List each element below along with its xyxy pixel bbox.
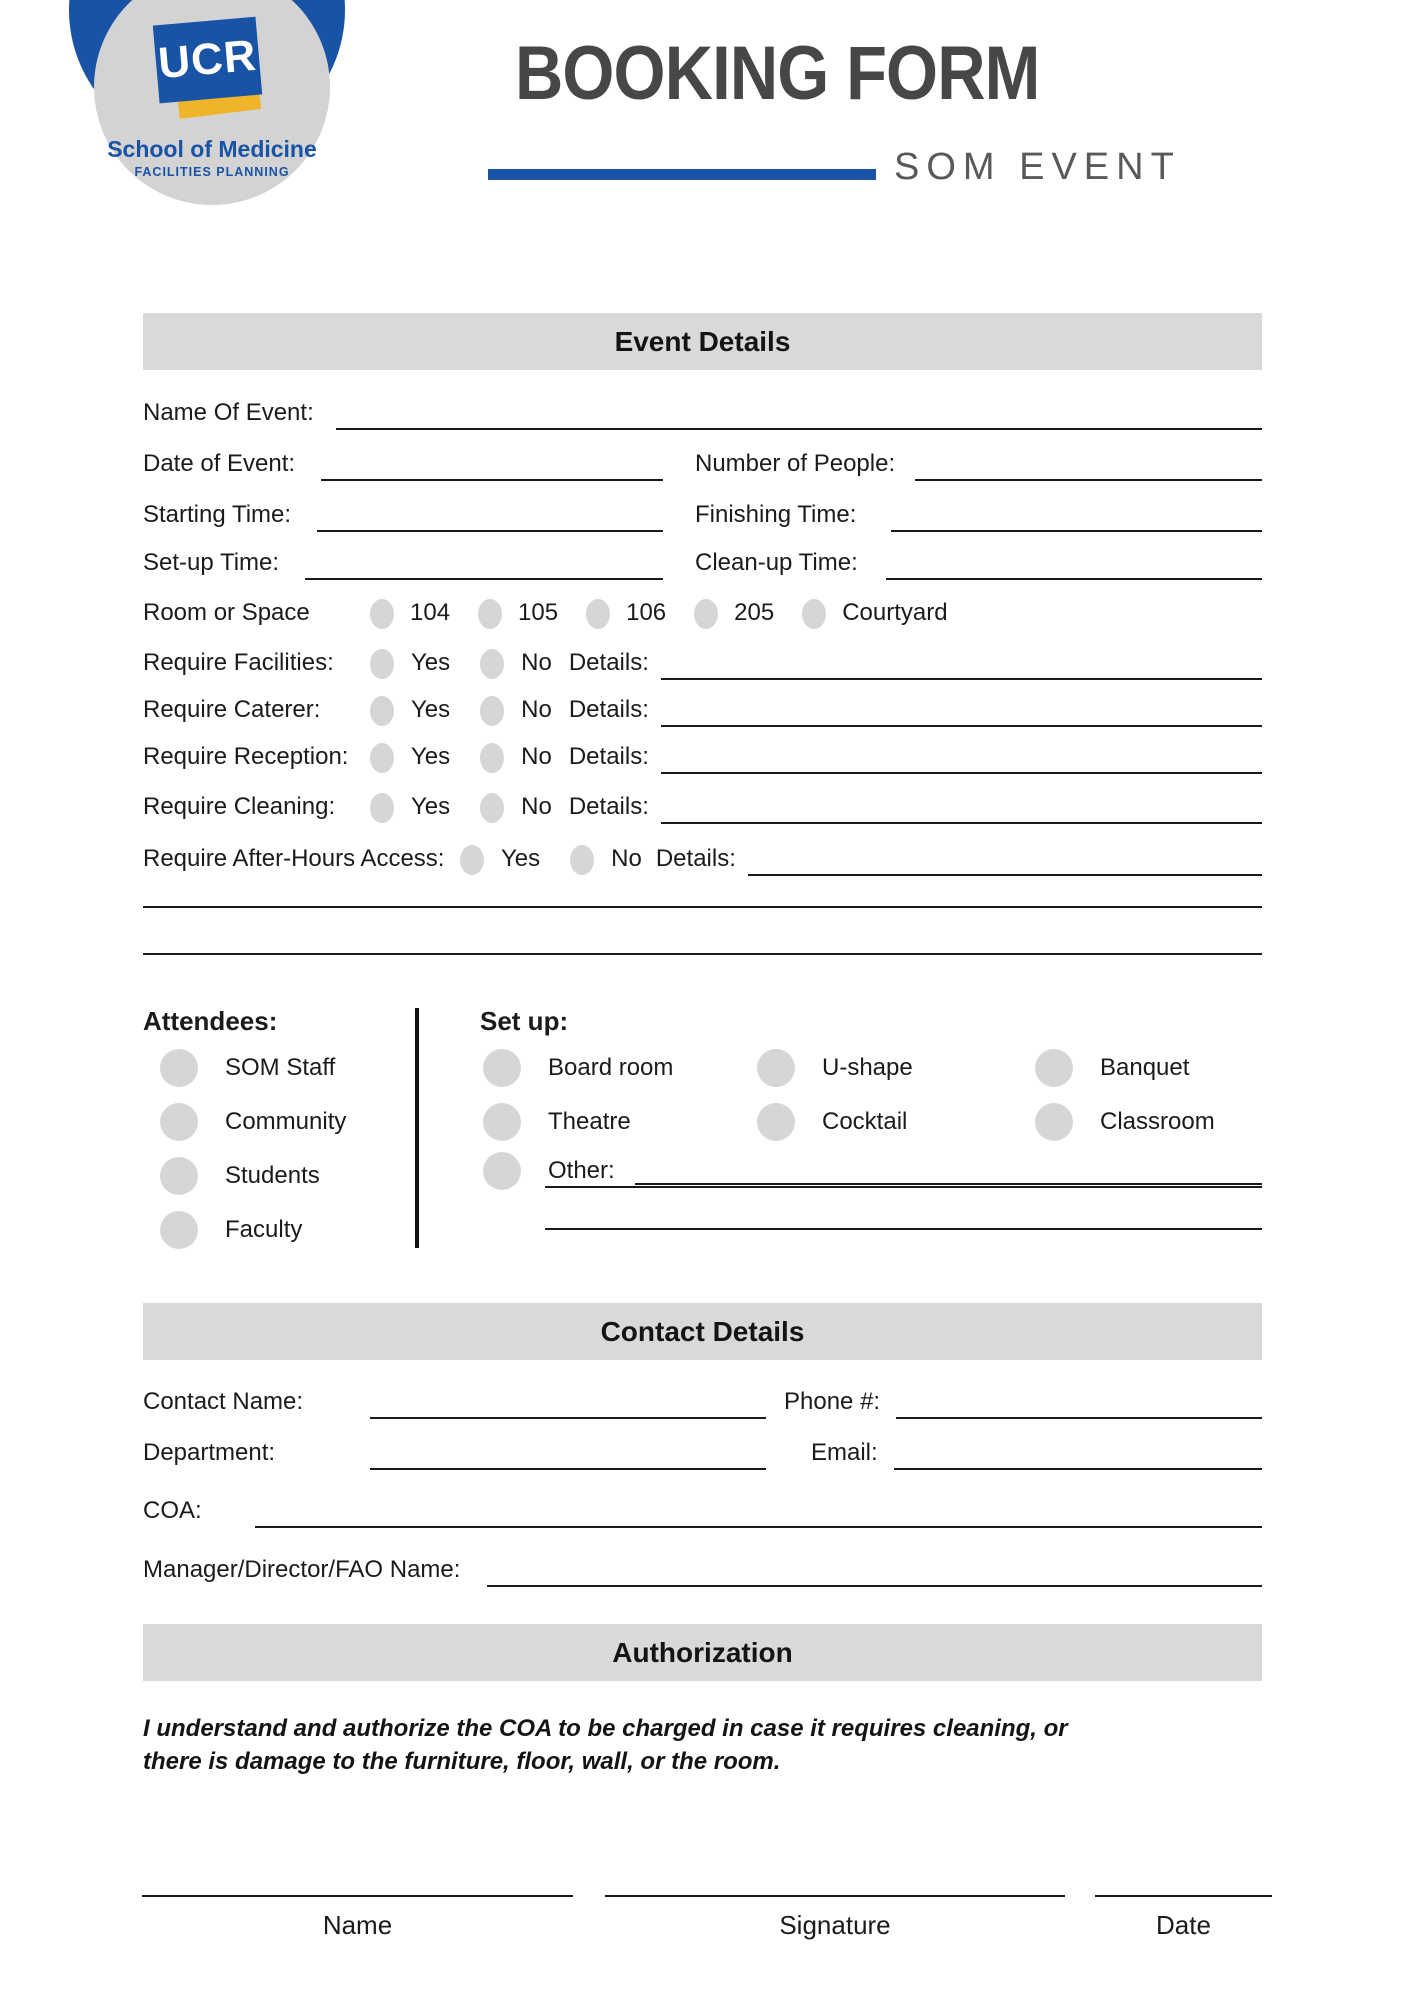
contact-name-label: Contact Name: — [143, 1388, 304, 1415]
room-courtyard-radio[interactable] — [802, 599, 826, 629]
setup-theatre-radio[interactable] — [483, 1103, 521, 1141]
signature-name-label: Name — [322, 1910, 393, 1940]
setup-theatre — [483, 1101, 631, 1143]
row-start-finish — [143, 498, 1262, 532]
details-overflow-line-2[interactable] — [143, 953, 1262, 955]
row-department-email — [143, 1436, 1262, 1470]
signature-date-label: Date — [1156, 1910, 1211, 1940]
require-facilities-yes-radio[interactable] — [370, 649, 394, 679]
room-205-label: 205 — [734, 599, 775, 626]
room-courtyard-label: Courtyard — [842, 599, 948, 626]
require-cleaning-yes-radio[interactable] — [370, 793, 394, 823]
attendee-students — [160, 1155, 320, 1197]
setup-heading: Set up: — [480, 1006, 569, 1036]
yes-label: Yes — [411, 743, 451, 770]
require-after-hours-no-radio[interactable] — [570, 845, 594, 875]
department-label: Department: — [143, 1439, 276, 1466]
details-label: Details: — [568, 649, 649, 676]
setup-cocktail-radio[interactable] — [757, 1103, 795, 1141]
require-facilities-label: Require Facilities: — [143, 649, 334, 676]
no-label: No — [521, 649, 552, 676]
department-field[interactable] — [370, 1436, 766, 1470]
require-caterer-label: Require Caterer: — [143, 696, 321, 723]
email-field[interactable] — [894, 1436, 1262, 1470]
room-or-space-label: Room or Space — [143, 599, 310, 626]
setup-u-shape-radio[interactable] — [757, 1049, 795, 1087]
setup-banquet-radio[interactable] — [1035, 1049, 1073, 1087]
page-subtitle: SOM EVENT — [894, 146, 1181, 188]
row-name-of-event — [143, 396, 1262, 430]
no-label: No — [521, 793, 552, 820]
attendee-community-label: Community — [225, 1108, 347, 1135]
details-label: Details: — [568, 743, 649, 770]
signature-signature-label: Signature — [779, 1910, 891, 1940]
signature-signature-line[interactable] — [605, 1895, 1065, 1897]
logo-school-name: School of Medicine — [107, 136, 317, 162]
ucr-logo — [153, 17, 262, 104]
name-of-event-label: Name Of Event: — [143, 399, 314, 426]
phone-field[interactable] — [896, 1385, 1262, 1419]
setup-other-extra-line-2[interactable] — [545, 1228, 1262, 1230]
setup-cocktail-label: Cocktail — [822, 1108, 908, 1135]
phone-label: Phone #: — [784, 1388, 881, 1415]
attendee-faculty-radio[interactable] — [160, 1211, 198, 1249]
section-header-event-details: Event Details — [143, 313, 1262, 370]
date-of-event-field[interactable] — [321, 447, 663, 481]
manager-label: Manager/Director/FAO Name: — [143, 1556, 461, 1583]
authorization-statement: I understand and authorize the COA to be charged in case it requires cleaning, or there is damage to the furniture, floor, wall, or the room. — [143, 1715, 1068, 1775]
logo-division-name: FACILITIES PLANNING — [134, 165, 290, 179]
setup-cocktail — [757, 1101, 907, 1143]
email-label: Email: — [811, 1439, 878, 1466]
attendees-setup-divider — [415, 1008, 419, 1248]
finishing-time-field[interactable] — [891, 498, 1262, 532]
room-104-label: 104 — [410, 599, 451, 626]
require-after-hours-label: Require After-Hours Access: — [143, 845, 445, 872]
setup-banquet-label: Banquet — [1100, 1054, 1190, 1081]
require-reception-no-radio[interactable] — [480, 743, 504, 773]
yes-label: Yes — [411, 793, 451, 820]
coa-field[interactable] — [255, 1494, 1262, 1528]
finishing-time-label: Finishing Time: — [695, 501, 857, 528]
contact-name-field[interactable] — [370, 1385, 766, 1419]
setup-other-label: Other: — [548, 1157, 615, 1184]
row-contact-name-phone — [143, 1385, 1262, 1419]
require-reception-yes-radio[interactable] — [370, 743, 394, 773]
row-require-reception — [143, 740, 1262, 774]
require-caterer-yes-radio[interactable] — [370, 696, 394, 726]
number-of-people-label: Number of People: — [695, 450, 896, 477]
attendees-heading: Attendees: — [143, 1006, 278, 1036]
require-after-hours-details-field[interactable] — [748, 842, 1262, 876]
ucr-acronym: UCR — [156, 30, 259, 89]
attendee-students-label: Students — [225, 1162, 320, 1189]
require-caterer-details-field[interactable] — [661, 693, 1262, 727]
row-require-caterer — [143, 693, 1262, 727]
attendee-faculty — [160, 1209, 302, 1251]
setup-u-shape — [757, 1047, 913, 1089]
setup-board-room — [483, 1047, 673, 1089]
setup-time-label: Set-up Time: — [143, 549, 280, 576]
row-setup-cleanup — [143, 546, 1262, 580]
setup-other-radio[interactable] — [483, 1152, 521, 1190]
signature-date-line[interactable] — [1095, 1895, 1272, 1897]
setup-board-room-label: Board room — [548, 1054, 674, 1081]
number-of-people-field[interactable] — [915, 447, 1262, 481]
no-label: No — [521, 696, 552, 723]
require-cleaning-label: Require Cleaning: — [143, 793, 336, 820]
setup-time-field[interactable] — [305, 546, 663, 580]
room-105-radio[interactable] — [478, 599, 502, 629]
section-header-authorization: Authorization — [143, 1624, 1262, 1681]
starting-time-label: Starting Time: — [143, 501, 292, 528]
room-106-radio[interactable] — [586, 599, 610, 629]
attendee-som-staff — [160, 1047, 335, 1089]
require-after-hours-yes-radio[interactable] — [460, 845, 484, 875]
coa-label: COA: — [143, 1497, 202, 1524]
signature-name-line[interactable] — [142, 1895, 573, 1897]
setup-banquet — [1035, 1047, 1189, 1089]
attendee-community-radio[interactable] — [160, 1103, 198, 1141]
setup-classroom-radio[interactable] — [1035, 1103, 1073, 1141]
no-label: No — [611, 845, 642, 872]
attendee-som-staff-radio[interactable] — [160, 1049, 198, 1087]
room-205-radio[interactable] — [694, 599, 718, 629]
setup-classroom — [1035, 1101, 1215, 1143]
attendee-faculty-label: Faculty — [225, 1216, 303, 1243]
setup-board-room-radio[interactable] — [483, 1049, 521, 1087]
setup-u-shape-label: U-shape — [822, 1054, 913, 1081]
room-104-radio[interactable] — [370, 599, 394, 629]
date-of-event-label: Date of Event: — [143, 450, 296, 477]
yes-label: Yes — [411, 696, 451, 723]
require-facilities-no-radio[interactable] — [480, 649, 504, 679]
details-label: Details: — [655, 845, 736, 872]
row-manager-name — [143, 1553, 1262, 1587]
require-facilities-details-field[interactable] — [661, 646, 1262, 680]
attendee-community — [160, 1101, 346, 1143]
attendee-students-radio[interactable] — [160, 1157, 198, 1195]
title-divider-bar — [488, 169, 876, 180]
require-cleaning-details-field[interactable] — [661, 790, 1262, 824]
setup-other-field[interactable] — [635, 1157, 1262, 1185]
require-reception-details-field[interactable] — [661, 740, 1262, 774]
details-label: Details: — [568, 793, 649, 820]
setup-theatre-label: Theatre — [548, 1108, 631, 1135]
setup-other-extra-line-1[interactable] — [545, 1186, 1262, 1188]
room-106-label: 106 — [626, 599, 667, 626]
room-105-label: 105 — [518, 599, 559, 626]
yes-label: Yes — [411, 649, 451, 676]
row-date-people — [143, 447, 1262, 481]
yes-label: Yes — [501, 845, 541, 872]
row-coa — [143, 1494, 1262, 1528]
page-title: BOOKING FORM — [515, 31, 1040, 116]
setup-classroom-label: Classroom — [1100, 1108, 1215, 1135]
row-require-after-hours — [143, 842, 1262, 876]
cleanup-time-label: Clean-up Time: — [695, 549, 858, 576]
require-caterer-no-radio[interactable] — [480, 696, 504, 726]
manager-field[interactable] — [487, 1553, 1262, 1587]
row-room-or-space — [143, 594, 1262, 630]
require-cleaning-no-radio[interactable] — [480, 793, 504, 823]
no-label: No — [521, 743, 552, 770]
details-label: Details: — [568, 696, 649, 723]
require-reception-label: Require Reception: — [143, 743, 349, 770]
details-overflow-line-1[interactable] — [143, 906, 1262, 908]
cleanup-time-field[interactable] — [886, 546, 1262, 580]
row-require-cleaning — [143, 790, 1262, 824]
section-header-contact-details: Contact Details — [143, 1303, 1262, 1360]
name-of-event-field[interactable] — [336, 396, 1262, 430]
starting-time-field[interactable] — [317, 498, 663, 532]
row-require-facilities — [143, 646, 1262, 680]
attendee-som-staff-label: SOM Staff — [225, 1054, 336, 1081]
